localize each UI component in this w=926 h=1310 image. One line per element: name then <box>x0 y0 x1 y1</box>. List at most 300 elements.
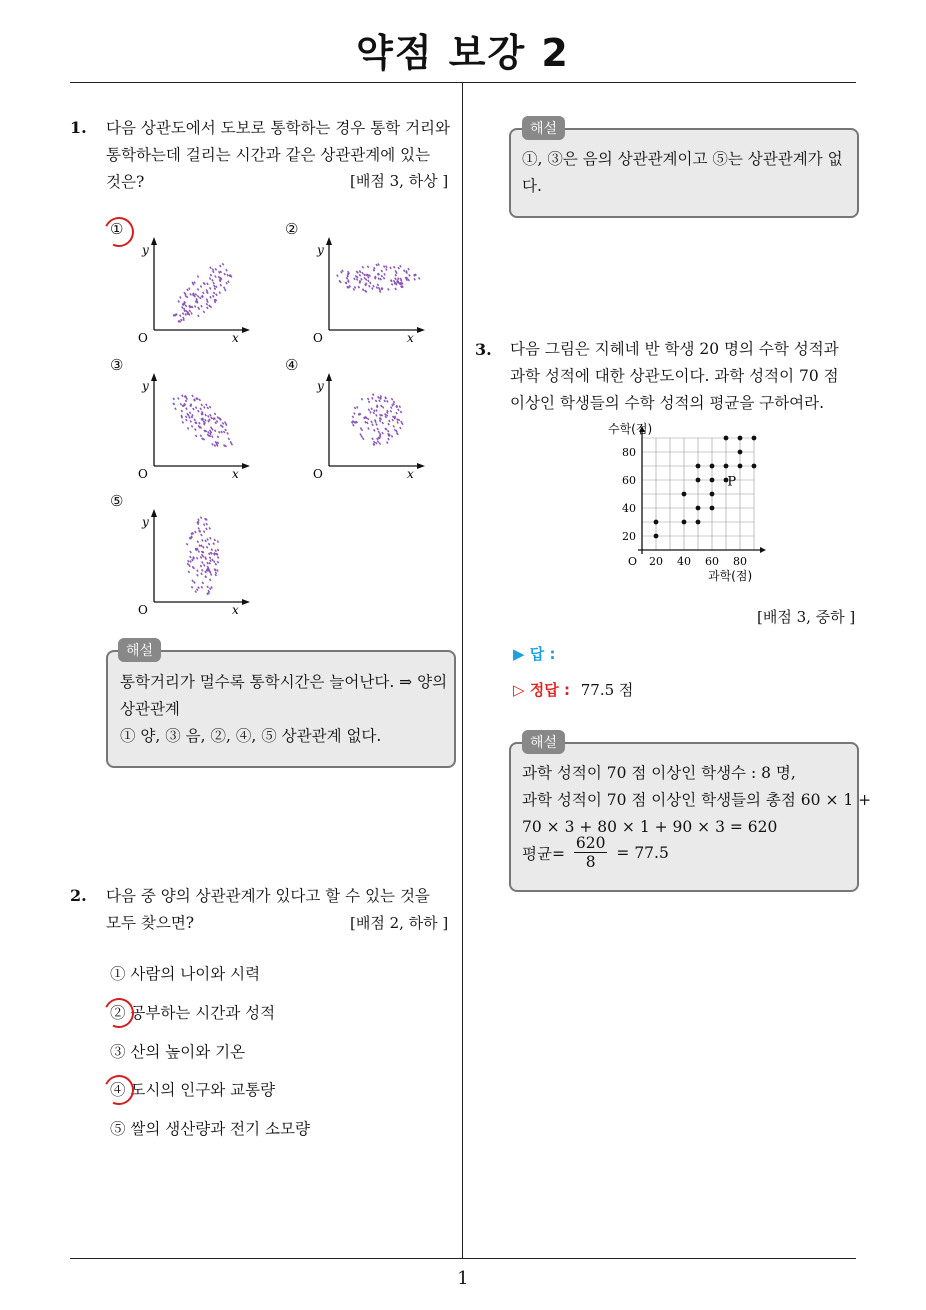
scatter-dot <box>370 282 371 284</box>
scatter-dot <box>378 431 379 433</box>
scatter-dot <box>192 282 193 284</box>
scatter-dot <box>353 288 354 290</box>
scatter-dot <box>222 426 223 428</box>
scatter-option-5 <box>132 504 252 614</box>
scatter-dot <box>372 397 373 399</box>
scatter-dot <box>211 573 212 575</box>
scatter-dot <box>198 519 199 521</box>
scatter-dot <box>379 289 380 291</box>
scatter-dot <box>229 275 230 277</box>
scatter-dot <box>384 273 385 275</box>
scatter-dot <box>372 424 373 426</box>
fraction-numerator: 620 <box>575 834 606 852</box>
q2-solution-text <box>522 146 843 200</box>
scatter-dot <box>180 315 181 317</box>
scatter-dot <box>347 275 348 277</box>
scatter-dot <box>201 573 202 575</box>
scatter-dot <box>378 396 379 398</box>
scatter-dot <box>210 274 211 276</box>
scatter-dot <box>219 292 220 294</box>
scatter-dot <box>373 285 374 287</box>
scatter-dot <box>197 276 198 278</box>
correct-answer-row <box>513 679 633 700</box>
scatter-dot <box>207 283 208 285</box>
x-axis-label: x <box>407 467 414 478</box>
scatter-dot <box>224 431 225 433</box>
scatter-dot <box>400 278 401 280</box>
scatter-dot <box>231 443 232 445</box>
scatter-dot <box>187 289 188 291</box>
scatter-dot <box>203 292 204 294</box>
scatter-option-label-1: ① <box>110 220 124 238</box>
origin-label: O <box>313 331 323 342</box>
question-1-number: 1. <box>70 118 87 137</box>
scatter-dot <box>396 430 397 432</box>
scatter-dot <box>376 424 377 426</box>
scatter-dot <box>215 275 216 277</box>
scatter-dot <box>209 562 210 564</box>
scatter-dot <box>385 416 386 418</box>
scatter-dot <box>186 310 187 312</box>
scatter-dot <box>191 312 192 314</box>
scatter-dot <box>187 427 188 429</box>
top-rule <box>70 82 856 83</box>
scatter-dot <box>211 427 212 429</box>
axes <box>329 240 422 330</box>
scatter-dot <box>354 413 355 415</box>
scatter-dot <box>365 290 366 292</box>
answer-input-label: ▶ 답 : <box>513 645 556 663</box>
scatter-dot <box>386 414 387 416</box>
scatter-dot <box>348 272 349 274</box>
scatter-dot <box>209 419 210 421</box>
scatter-dot <box>359 281 360 283</box>
q2-solution-tag: 해설 <box>522 116 565 140</box>
scatter-dot <box>192 580 193 582</box>
scatter-dot <box>198 315 199 317</box>
scatter-dot <box>186 398 187 400</box>
q1-line: 다음 상관도에서 도보로 통학하는 경우 통학 거리와 <box>106 119 450 137</box>
x-axis-label: x <box>407 331 414 342</box>
x-tick-label: 20 <box>649 555 663 568</box>
scatter-dot <box>184 396 185 398</box>
scatter-dot <box>221 431 222 433</box>
scatter-dot <box>195 591 196 593</box>
scatter-dot <box>352 422 353 424</box>
scatter-dot <box>202 413 203 415</box>
scatter-dot <box>199 545 200 547</box>
scatter-dot <box>183 317 184 319</box>
scatter-dot <box>361 278 362 280</box>
scatter-dot <box>386 266 387 268</box>
scatter-dot <box>348 286 349 288</box>
scatter-dot <box>405 277 406 279</box>
scatter-dot <box>211 549 212 551</box>
scatter-dot <box>217 442 218 444</box>
scatter-dot <box>393 425 394 427</box>
origin-label: O <box>138 331 148 342</box>
correct-answer-label: ▷ 정답 : <box>513 681 570 699</box>
scatter-dot <box>392 419 393 421</box>
y-tick-label: 60 <box>622 474 636 487</box>
scatter-dot <box>404 270 405 272</box>
scatter-dot <box>188 560 189 562</box>
scatter-dot <box>181 410 182 412</box>
scatter-dot <box>374 441 375 443</box>
scatter-dot <box>185 305 186 307</box>
scatter-dot <box>206 303 207 305</box>
scatter-dot <box>207 562 208 564</box>
scatter-dot <box>215 569 216 571</box>
scatter-dot <box>182 304 183 306</box>
scatter-dot <box>337 275 338 277</box>
scatter-dot <box>381 414 382 416</box>
scatter-dot <box>198 550 199 552</box>
scatter-dot <box>204 406 205 408</box>
scatter-dot <box>190 561 191 563</box>
scatter-point <box>682 520 687 525</box>
scatter-dot <box>365 421 366 423</box>
scatter-dot <box>188 571 189 573</box>
scatter-dot <box>225 429 226 431</box>
scatter-dot <box>383 277 384 279</box>
x-axis-label: x <box>232 467 239 478</box>
scatter-dot <box>218 556 219 558</box>
scatter-dot <box>194 419 195 421</box>
origin-label: O <box>628 555 638 568</box>
scatter-dot <box>213 543 214 545</box>
q2-choice-4[interactable]: ④ 도시의 인구와 교통량 <box>110 1081 276 1099</box>
scatter-dot <box>184 302 185 304</box>
scatter-dot <box>372 438 373 440</box>
scatter-dot <box>352 416 353 418</box>
scatter-dot <box>195 531 196 533</box>
scatter-dot <box>178 300 179 302</box>
scatter-dot <box>207 407 208 409</box>
scatter-dot <box>175 408 176 410</box>
scatter-dot <box>201 418 202 420</box>
scatter-dot <box>191 425 192 427</box>
scatter-dot <box>198 527 199 529</box>
scatter-dot <box>187 413 188 415</box>
scatter-dot <box>381 405 382 407</box>
scatter-dot <box>222 263 223 265</box>
x-axis-label: x <box>232 331 239 342</box>
scatter-dot <box>197 557 198 559</box>
q2-line: 다음 중 양의 상관관계가 있다고 할 수 있는 것을 <box>106 887 430 905</box>
scatter-dot <box>220 265 221 267</box>
scatter-dot <box>397 422 398 424</box>
scatter-dot <box>399 406 400 408</box>
scatter-chart <box>600 416 770 586</box>
scatter-point <box>710 478 715 483</box>
scatter-dot <box>213 282 214 284</box>
scatter-dot <box>388 430 389 432</box>
scatter-dot <box>406 271 407 273</box>
solution-line: ①, ③은 음의 상관관계이고 ⑤는 상관관계가 없 <box>522 150 843 168</box>
scatter-dot <box>207 538 208 540</box>
scatter-dot <box>225 445 226 447</box>
q1-solution-text <box>120 669 447 750</box>
scatter-dot <box>226 269 227 271</box>
scatter-option-label-3: ③ <box>110 356 124 374</box>
scatter-dot <box>341 271 342 273</box>
scatter-dot <box>189 288 190 290</box>
scatter-dot <box>178 320 179 322</box>
scatter-point <box>724 436 729 441</box>
scatter-dot <box>193 567 194 569</box>
scatter-point <box>738 450 743 455</box>
scatter-dot <box>213 295 214 297</box>
scatter-dot <box>193 293 194 295</box>
scatter-dot <box>200 565 201 567</box>
correct-answer-value: 77.5 점 <box>580 681 634 699</box>
scatter-dot <box>382 422 383 424</box>
y-axis-label: y <box>142 515 149 529</box>
scatter-dot <box>181 415 182 417</box>
scatter-option-label-4: ④ <box>285 356 299 374</box>
scatter-dot <box>210 560 211 562</box>
scatter-dot <box>203 438 204 440</box>
scatter-dot <box>209 553 210 555</box>
scatter-dot <box>205 518 206 520</box>
origin-label: O <box>138 467 148 478</box>
scatter-dot <box>390 267 391 269</box>
scatter-dot <box>396 412 397 414</box>
scatter-dot <box>210 579 211 581</box>
scatter-dot <box>394 280 395 282</box>
question-3-text <box>510 336 839 417</box>
scatter-dot <box>197 574 198 576</box>
scatter-option-1 <box>132 232 252 342</box>
scatter-dot <box>207 434 208 436</box>
scatter-dot <box>368 280 369 282</box>
y-tick-label: 80 <box>622 446 636 459</box>
scatter-dot <box>228 438 229 440</box>
scatter-dot <box>193 408 194 410</box>
scatter-dot <box>348 281 349 283</box>
scatter-dot <box>214 288 215 290</box>
scatter-dot <box>391 435 392 437</box>
scatter-dot <box>215 422 216 424</box>
scatter-dot <box>406 279 407 281</box>
scatter-dot <box>353 420 354 422</box>
scatter-dot <box>214 292 215 294</box>
scatter-dot <box>388 423 389 425</box>
scatter-dot <box>228 281 229 283</box>
scatter-point <box>654 520 659 525</box>
scatter-dot <box>210 287 211 289</box>
scatter-dot <box>392 404 393 406</box>
scatter-dot <box>384 400 385 402</box>
scatter-dot <box>212 279 213 281</box>
bottom-rule <box>70 1258 856 1259</box>
scatter-dot <box>212 443 213 445</box>
axis-arrow-icon <box>151 237 250 333</box>
scatter-dot <box>202 582 203 584</box>
scatter-dot <box>356 279 357 281</box>
scatter-dot <box>380 420 381 422</box>
scatter-dot <box>173 315 174 317</box>
scatter-dot <box>181 319 182 321</box>
scatter-dot <box>224 273 225 275</box>
q2-line: 모두 찾으면? <box>106 914 195 932</box>
scatter-dot <box>396 406 397 408</box>
scatter-dot <box>216 286 217 288</box>
scatter-dot <box>217 561 218 563</box>
scatter-dot <box>378 273 379 275</box>
y-axis-label: y <box>317 379 324 393</box>
q2-choice-2[interactable]: ② 공부하는 시간과 성적 <box>110 1004 276 1022</box>
question-3-meta: [배점 3, 중하 ] <box>757 608 856 626</box>
q2-choice-5[interactable]: ⑤ 쌀의 생산량과 전기 소모량 <box>110 1120 310 1138</box>
q2-choice-3[interactable]: ③ 산의 높이와 기온 <box>110 1043 246 1061</box>
q3-solution-tag: 해설 <box>522 730 565 754</box>
scatter-dot <box>376 442 377 444</box>
answer-mark-icon <box>100 1071 138 1109</box>
scatter-dot <box>186 543 187 545</box>
scatter-dot <box>378 264 379 266</box>
scatter-dot <box>182 421 183 423</box>
scatter-dot <box>208 543 209 545</box>
scatter-dot <box>213 271 214 273</box>
scatter-dot <box>356 421 357 423</box>
scatter-dot <box>210 267 211 269</box>
y-axis-title: 수학(점) <box>608 422 653 436</box>
scatter-dot <box>400 427 401 429</box>
scatter-dot <box>198 587 199 589</box>
q1-solution-tag: 해설 <box>118 638 161 662</box>
scatter-dot <box>196 300 197 302</box>
scatter-dot <box>195 422 196 424</box>
scatter-dot <box>400 265 401 267</box>
scatter-dot <box>212 428 213 430</box>
scatter-dot <box>368 401 369 403</box>
scatter-point <box>752 436 757 441</box>
scatter-dot <box>190 551 191 553</box>
scatter-dot <box>364 274 365 276</box>
scatter-dot <box>184 310 185 312</box>
x-tick-label: 80 <box>733 555 747 568</box>
scatter-dot <box>375 276 376 278</box>
question-2-meta: [배점 2, 하하 ] <box>350 914 449 932</box>
scatter-dot <box>202 551 203 553</box>
scatter-dot <box>214 299 215 301</box>
scatter-dot <box>180 296 181 298</box>
scatter-dot <box>206 570 207 572</box>
scatter-dot <box>210 552 211 554</box>
scatter-dot <box>207 307 208 309</box>
scatter-dot <box>194 581 195 583</box>
scatter-dot <box>395 274 396 276</box>
q2-choice-1[interactable]: ① 사람의 나이와 시력 <box>110 965 261 983</box>
scatter-dot <box>204 430 205 432</box>
scatter-dot <box>353 424 354 426</box>
scatter-dot <box>356 271 357 273</box>
solution-line: 통학거리가 멀수록 통학시간은 늘어난다. ⇒ 양의 <box>120 673 448 691</box>
scatter-dot <box>207 593 208 595</box>
scatter-dot <box>201 534 202 536</box>
scatter-dot <box>208 420 209 422</box>
scatter-dot <box>354 407 355 409</box>
scatter-dot <box>371 408 372 410</box>
scatter-dot <box>192 532 193 534</box>
scatter-dot <box>198 410 199 412</box>
scatter-dot <box>361 429 362 431</box>
scatter-dot <box>220 284 221 286</box>
q3-solution-text <box>522 760 871 841</box>
scatter-dot <box>202 555 203 557</box>
scatter-dot <box>367 274 368 276</box>
avg-fraction <box>574 834 608 871</box>
x-tick-label: 60 <box>705 555 719 568</box>
scatter-dot <box>364 277 365 279</box>
scatter-dot <box>206 291 207 293</box>
scatter-dot <box>384 266 385 268</box>
scatter-dot <box>208 592 209 594</box>
scatter-dot <box>376 409 377 411</box>
scatter-point <box>682 492 687 497</box>
scatter-dot <box>183 404 184 406</box>
scatter-dot <box>208 415 209 417</box>
scatter-dot <box>211 417 212 419</box>
scatter-option-4 <box>307 368 427 478</box>
scatter-dot <box>210 306 211 308</box>
scatter-point <box>696 520 701 525</box>
scatter-dot <box>210 296 211 298</box>
scatter-dot <box>367 266 368 268</box>
scatter-dot <box>361 398 362 400</box>
scatter-point <box>738 436 743 441</box>
scatter-dot <box>360 434 361 436</box>
scatter-dot <box>180 403 181 405</box>
scatter-dot <box>224 445 225 447</box>
scatter-dot <box>339 280 340 282</box>
scatter-dot <box>202 569 203 571</box>
scatter-dot <box>391 280 392 282</box>
scatter-point <box>710 506 715 511</box>
scatter-dot <box>203 282 204 284</box>
scatter-option-label-5: ⑤ <box>110 492 124 510</box>
scatter-dot <box>349 285 350 287</box>
scatter-point <box>752 464 757 469</box>
scatter-dot <box>379 436 380 438</box>
scatter-dot <box>368 276 369 278</box>
scatter-dot <box>206 404 207 406</box>
scatter-dot <box>190 556 191 558</box>
q3-line: 과학 성적에 대한 상관도이다. 과학 성적이 70 점 <box>510 367 839 385</box>
scatter-dot <box>205 419 206 421</box>
scatter-dot <box>216 420 217 422</box>
scatter-dot <box>217 541 218 543</box>
scatter-dot <box>395 278 396 280</box>
scatter-dot <box>380 395 381 397</box>
scatter-dot <box>212 436 213 438</box>
scatter-point <box>696 506 701 511</box>
scatter-dot <box>230 441 231 443</box>
scatter-dot <box>357 406 358 408</box>
scatter-dot <box>206 289 207 291</box>
scatter-dot <box>376 414 377 416</box>
scatter-dot <box>385 397 386 399</box>
scatter-dot <box>373 394 374 396</box>
scatter-dot <box>370 411 371 413</box>
scatter-dot <box>397 433 398 435</box>
scatter-dot <box>200 426 201 428</box>
scatter-dot <box>377 428 378 430</box>
scatter-dot <box>354 278 355 280</box>
solution-line: 70 × 3 + 80 × 1 + 90 × 3 = 620 <box>522 818 778 836</box>
